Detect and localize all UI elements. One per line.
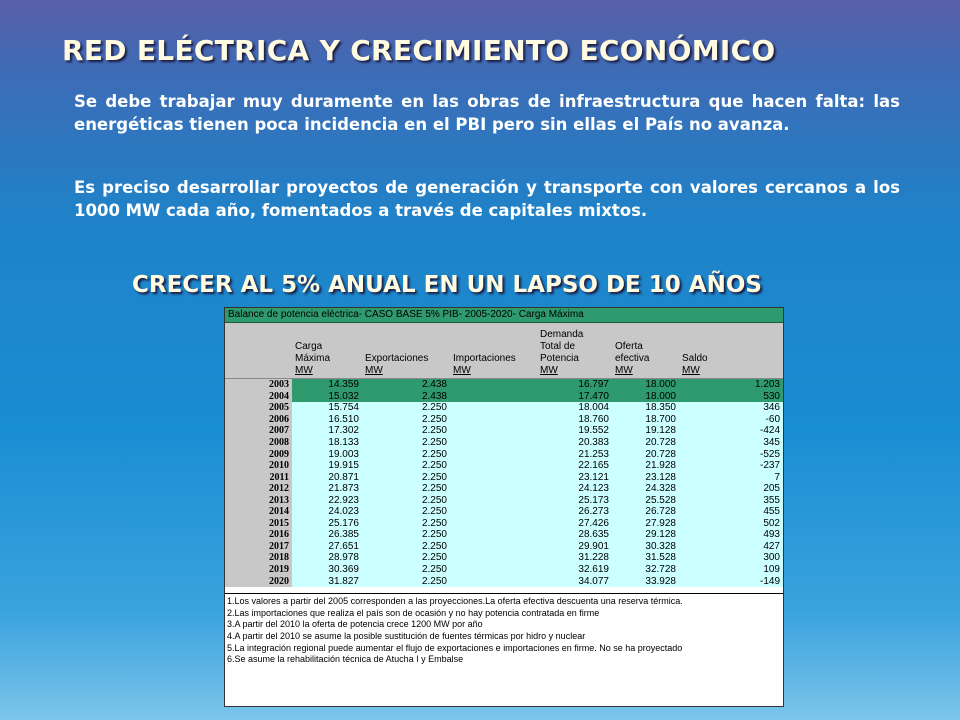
saldo-cell: 530 <box>679 391 783 403</box>
oferta-cell: 31.528 <box>612 552 679 564</box>
carga-cell: 28.978 <box>292 552 362 564</box>
year-cell: 2016 <box>225 529 292 541</box>
carga-cell: 15.754 <box>292 402 362 414</box>
saldo-cell: 205 <box>679 483 783 495</box>
demanda-cell: 29.901 <box>537 541 612 553</box>
table-header <box>225 323 783 379</box>
column-header <box>453 353 516 377</box>
year-cell: 2019 <box>225 564 292 576</box>
import-cell <box>450 425 537 437</box>
table-row <box>225 494 783 506</box>
table-row <box>225 541 783 553</box>
demanda-cell: 31.228 <box>537 552 612 564</box>
year-cell: 2006 <box>225 414 292 426</box>
saldo-cell: 502 <box>679 518 783 530</box>
saldo-cell: 1.203 <box>679 379 783 391</box>
saldo-cell: -424 <box>679 425 783 437</box>
year-cell: 2010 <box>225 460 292 472</box>
oferta-cell: 27.928 <box>612 518 679 530</box>
year-cell: 2014 <box>225 506 292 518</box>
column-header-line: Exportaciones <box>365 353 429 364</box>
demanda-cell: 17.470 <box>537 391 612 403</box>
column-header-line: Saldo <box>682 353 708 364</box>
oferta-cell: 21.928 <box>612 460 679 472</box>
saldo-cell: 7 <box>679 471 783 483</box>
table-row <box>225 471 783 483</box>
table-note: 4.A partir del 2010 se asume la posible sustitución de fuentes térmicas por hidro y nuclear <box>227 630 586 641</box>
table-row <box>225 483 783 495</box>
export-cell: 2.250 <box>362 518 450 530</box>
export-cell: 2.250 <box>362 564 450 576</box>
table-note: 5.La integración regional puede aumentar el flujo de exportaciones e importaciones en firme. No se ha proyectado <box>227 642 683 653</box>
oferta-cell: 26.728 <box>612 506 679 518</box>
carga-cell: 14.359 <box>292 379 362 391</box>
import-cell <box>450 483 537 495</box>
import-cell <box>450 494 537 506</box>
carga-cell: 20.871 <box>292 471 362 483</box>
saldo-cell: -237 <box>679 460 783 472</box>
carga-cell: 22.923 <box>292 494 362 506</box>
export-cell: 2.250 <box>362 506 450 518</box>
column-unit: MW <box>365 365 383 376</box>
carga-cell: 27.651 <box>292 541 362 553</box>
table-note: 6.Se asume la rehabilitación técnica de Atucha I y Embalse <box>227 654 464 665</box>
table-row <box>225 460 783 472</box>
table-row <box>225 437 783 449</box>
column-header <box>615 341 649 377</box>
saldo-cell: 455 <box>679 506 783 518</box>
column-header <box>365 353 428 377</box>
column-header <box>682 353 708 377</box>
column-header <box>540 329 583 377</box>
year-cell: 2009 <box>225 448 292 460</box>
export-cell: 2.250 <box>362 471 450 483</box>
column-header-line: Máxima <box>295 353 331 364</box>
export-cell: 2.250 <box>362 575 450 587</box>
oferta-cell: 20.728 <box>612 448 679 460</box>
year-cell: 2007 <box>225 425 292 437</box>
export-cell: 2.250 <box>362 437 450 449</box>
import-cell <box>450 518 537 530</box>
demanda-cell: 26.273 <box>537 506 612 518</box>
table-row <box>225 564 783 576</box>
carga-cell: 31.827 <box>292 575 362 587</box>
column-unit: MW <box>295 365 313 376</box>
import-cell <box>450 437 537 449</box>
table-row <box>225 414 783 426</box>
column-unit: MW <box>682 365 700 376</box>
saldo-cell: 493 <box>679 529 783 541</box>
oferta-cell: 18.700 <box>612 414 679 426</box>
carga-cell: 17.302 <box>292 425 362 437</box>
export-cell: 2.250 <box>362 529 450 541</box>
import-cell <box>450 391 537 403</box>
carga-cell: 19.915 <box>292 460 362 472</box>
carga-cell: 26.385 <box>292 529 362 541</box>
import-cell <box>450 414 537 426</box>
table-row <box>225 518 783 530</box>
year-cell: 2015 <box>225 518 292 530</box>
export-cell: 2.250 <box>362 448 450 460</box>
export-cell: 2.438 <box>362 391 450 403</box>
import-cell <box>450 506 537 518</box>
oferta-cell: 33.928 <box>612 575 679 587</box>
export-cell: 2.250 <box>362 402 450 414</box>
demanda-cell: 18.760 <box>537 414 612 426</box>
table-row <box>225 529 783 541</box>
slide-subtitle: CRECER AL 5% ANUAL EN UN LAPSO DE 10 AÑOS <box>132 272 762 298</box>
column-header <box>295 341 330 377</box>
column-unit: MW <box>453 365 471 376</box>
demanda-cell: 28.635 <box>537 529 612 541</box>
column-header-line: Oferta <box>615 341 643 352</box>
saldo-cell: -525 <box>679 448 783 460</box>
demanda-cell: 27.426 <box>537 518 612 530</box>
demanda-cell: 20.383 <box>537 437 612 449</box>
paragraph-projects: Es preciso desarrollar proyectos de generación y transporte con valores cercanos a los 1000 MW cada año, fomentados a través de capitales mixtos. <box>74 178 900 220</box>
saldo-cell: -149 <box>679 575 783 587</box>
saldo-cell: 427 <box>679 541 783 553</box>
column-header-line: efectiva <box>615 353 650 364</box>
import-cell <box>450 575 537 587</box>
year-cell: 2003 <box>225 379 292 391</box>
year-cell: 2013 <box>225 494 292 506</box>
table-body <box>225 379 783 587</box>
import-cell <box>450 448 537 460</box>
table-title: Balance de potencia eléctrica- CASO BASE 5% PIB- 2005-2020- Carga Máxima <box>225 308 783 323</box>
table-row <box>225 402 783 414</box>
year-cell: 2018 <box>225 552 292 564</box>
table-row <box>225 379 783 391</box>
table-row <box>225 425 783 437</box>
oferta-cell: 29.128 <box>612 529 679 541</box>
oferta-cell: 19.128 <box>612 425 679 437</box>
power-balance-table <box>224 307 784 707</box>
carga-cell: 21.873 <box>292 483 362 495</box>
export-cell: 2.250 <box>362 541 450 553</box>
saldo-cell: 346 <box>679 402 783 414</box>
column-unit: MW <box>540 365 558 376</box>
demanda-cell: 22.165 <box>537 460 612 472</box>
export-cell: 2.250 <box>362 494 450 506</box>
carga-cell: 18.133 <box>292 437 362 449</box>
export-cell: 2.438 <box>362 379 450 391</box>
import-cell <box>450 460 537 472</box>
demanda-cell: 18.004 <box>537 402 612 414</box>
saldo-cell: 300 <box>679 552 783 564</box>
year-cell: 2012 <box>225 483 292 495</box>
table-row <box>225 575 783 587</box>
year-cell: 2011 <box>225 471 292 483</box>
demanda-cell: 19.552 <box>537 425 612 437</box>
import-cell <box>450 471 537 483</box>
paragraph-infrastructure: Se debe trabajar muy duramente en las obras de infraestructura que hacen falta: las energéticas tienen poca incidencia en el PBI pero sin ellas el País no avanza. <box>74 92 900 134</box>
export-cell: 2.250 <box>362 483 450 495</box>
demanda-cell: 23.121 <box>537 471 612 483</box>
slide-title: RED ELÉCTRICA Y CRECIMIENTO ECONÓMICO <box>62 34 776 67</box>
carga-cell: 16.510 <box>292 414 362 426</box>
carga-cell: 24.023 <box>292 506 362 518</box>
oferta-cell: 32.728 <box>612 564 679 576</box>
table-row <box>225 448 783 460</box>
table-row <box>225 552 783 564</box>
import-cell <box>450 529 537 541</box>
table-note: 2.Las importaciones que realiza el país son de ocasión y no hay potencia contratada en firme <box>227 607 600 618</box>
year-cell: 2008 <box>225 437 292 449</box>
export-cell: 2.250 <box>362 460 450 472</box>
oferta-cell: 20.728 <box>612 437 679 449</box>
export-cell: 2.250 <box>362 552 450 564</box>
column-header-line: Carga <box>295 341 323 352</box>
import-cell <box>450 552 537 564</box>
import-cell <box>450 564 537 576</box>
demanda-cell: 24.123 <box>537 483 612 495</box>
oferta-cell: 30.328 <box>612 541 679 553</box>
oferta-cell: 24.328 <box>612 483 679 495</box>
table-note: 3.A partir del 2010 la oferta de potencia crece 1200 MW por año <box>227 619 483 630</box>
import-cell <box>450 541 537 553</box>
saldo-cell: 355 <box>679 494 783 506</box>
table-note: 1.Los valores a partir del 2005 corresponden a las proyecciones.La oferta efectiva descuenta una reserva térmica. <box>227 595 683 606</box>
year-cell: 2005 <box>225 402 292 414</box>
column-header-line: Total de <box>540 341 576 352</box>
demanda-cell: 21.253 <box>537 448 612 460</box>
demanda-cell: 16.797 <box>537 379 612 391</box>
export-cell: 2.250 <box>362 425 450 437</box>
oferta-cell: 18.000 <box>612 379 679 391</box>
table-notes <box>225 593 783 666</box>
oferta-cell: 18.000 <box>612 391 679 403</box>
column-header-line: Demanda <box>540 329 584 340</box>
table-row <box>225 391 783 403</box>
year-cell: 2004 <box>225 391 292 403</box>
demanda-cell: 32.619 <box>537 564 612 576</box>
column-unit: MW <box>615 365 633 376</box>
column-header-line: Potencia <box>540 353 579 364</box>
saldo-cell: 109 <box>679 564 783 576</box>
table-row <box>225 506 783 518</box>
year-cell: 2020 <box>225 575 292 587</box>
oferta-cell: 23.128 <box>612 471 679 483</box>
carga-cell: 25.176 <box>292 518 362 530</box>
oferta-cell: 25.528 <box>612 494 679 506</box>
demanda-cell: 34.077 <box>537 575 612 587</box>
carga-cell: 15.032 <box>292 391 362 403</box>
carga-cell: 30.369 <box>292 564 362 576</box>
demanda-cell: 25.173 <box>537 494 612 506</box>
year-cell: 2017 <box>225 541 292 553</box>
saldo-cell: 345 <box>679 437 783 449</box>
import-cell <box>450 402 537 414</box>
oferta-cell: 18.350 <box>612 402 679 414</box>
saldo-cell: -60 <box>679 414 783 426</box>
export-cell: 2.250 <box>362 414 450 426</box>
carga-cell: 19.003 <box>292 448 362 460</box>
column-header-line: Importaciones <box>453 353 516 364</box>
import-cell <box>450 379 537 391</box>
